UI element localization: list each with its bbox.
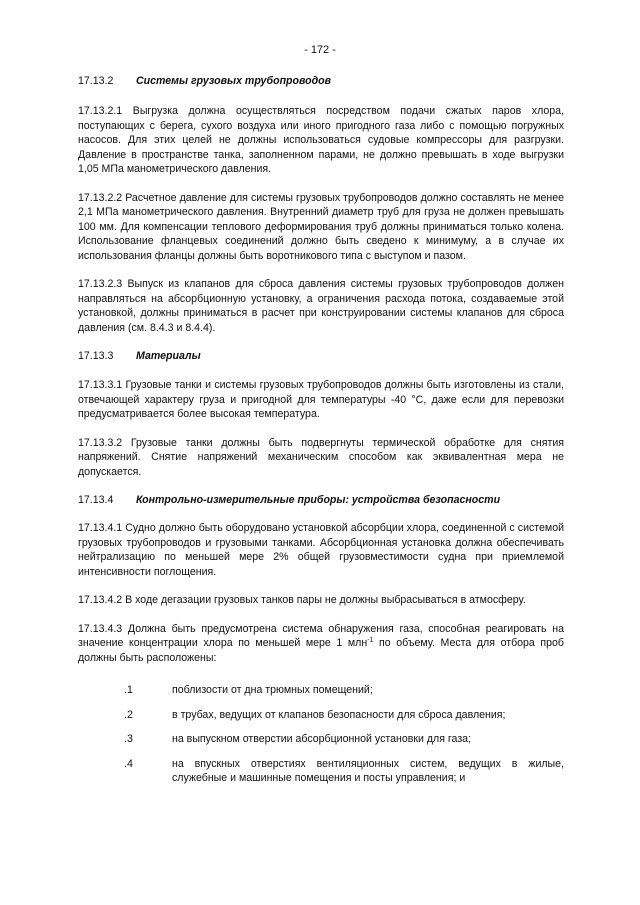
paragraph: 17.13.3.1 Грузовые танки и системы грузовых трубопроводов должны быть изготовлены из стали, отвечающей характеру груза и пригодной для температуры -40 °С, даже если для перевозки предусматривается более высокая температура. (78, 379, 564, 420)
paragraph: 17.13.2.2 Расчетное давление для системы грузовых трубопроводов должно составлять не менее 2,1 МПа манометрического давления. Внутренний диаметр труб для груза не должен превышать 100 мм. Для компенсации теплового деформирования труб должны приниматься только колена. Использование фланцевых соединений должно быть сведено к минимуму, а в случае их использования фланцы должны быть воротникового типа с выступом и пазом. (78, 191, 564, 262)
list-item (78, 732, 564, 747)
paragraph: 17.13.3.2 Грузовые танки должны быть подвергнуты термической обработке для снятия напряжений. Снятие напряжений механическим способом как эквивалентная мера не допускается. (78, 436, 564, 478)
section-number: 17.13.2 (78, 75, 114, 87)
paragraph: 17.13.4.1 Судно должно быть оборудовано установкой абсорбции хлора, соединенной с системой грузовых трубопроводов и грузовыми танками. Абсорбционная установка должна обеспечивать нейтрализацию по меньшей мере 2% общей грузовместимости судна при приемлемой интенсивности поглощения. (78, 522, 564, 578)
list-item-number: .2 (124, 708, 133, 721)
list-item (78, 708, 564, 723)
section-number: 17.13.3 (78, 350, 114, 362)
paragraph: 17.13.2.3 Выпуск из клапанов для сброса давления системы грузовых трубопроводов должен направляться на абсорбционную установку, а ограничения расхода потока, создаваемые этой установкой, должны приниматься в расчет при конструировании системы клапанов для сброса давления (см. 8.4.3 и 8.4.4). (78, 278, 564, 334)
section-title: Материалы (136, 350, 201, 362)
list-item-number: .3 (124, 733, 133, 745)
list-item (78, 683, 564, 698)
page-number: - 172 - (304, 44, 336, 56)
paragraph (78, 622, 564, 666)
section-heading (78, 493, 564, 508)
section-title: Системы грузовых трубопроводов (136, 75, 332, 87)
list-item-number: .1 (124, 684, 133, 696)
paragraph-text: 17.13.4.3 Должна быть предусмотрена система обнаружения газа, способная реагировать на значение концентрации хлора по меньшей мере 1 млн (78, 622, 564, 649)
paragraph-text: по объему. Места для отбора проб должны быть расположены: (78, 637, 564, 664)
list-item-text: в трубах, ведущих от клапанов безопасности для сброса давления; (172, 708, 506, 721)
superscript: -1 (367, 637, 374, 644)
document-body (78, 74, 564, 786)
paragraph: 17.13.4.2 В ходе дегазации грузовых танков пары не должны выбрасываться в атмосферу. (78, 594, 526, 606)
section-heading (78, 349, 564, 364)
list-item-number: .4 (124, 757, 133, 770)
list-item-text: на выпускном отверстии абсорбционной установки для газа; (172, 733, 472, 745)
list-item-text: на впускных отверстиях вентиляционных систем, ведущих в жилые, служебные и машинные помещения и посты управления; и (172, 757, 564, 784)
paragraph: 17.13.2.1 Выгрузка должна осуществляться посредством подачи сжатых паров хлора, поступающих с берега, сухого воздуха или иного пригодного газа либо с помощью погружных насосов. Для этих целей не должны использоваться судовые компрессоры для разгрузки. Давление в пространстве танка, заполненном парами, не должно превышать в ходе выгрузки 1,05 МПа манометрического давления. (78, 105, 564, 175)
section-heading (78, 74, 564, 89)
list-item-text: поблизости от дна трюмных помещений; (172, 684, 373, 696)
section-number: 17.13.4 (78, 494, 114, 506)
list-item (78, 757, 564, 786)
section-title: Контрольно-измерительные приборы: устройства безопасности (136, 494, 501, 506)
